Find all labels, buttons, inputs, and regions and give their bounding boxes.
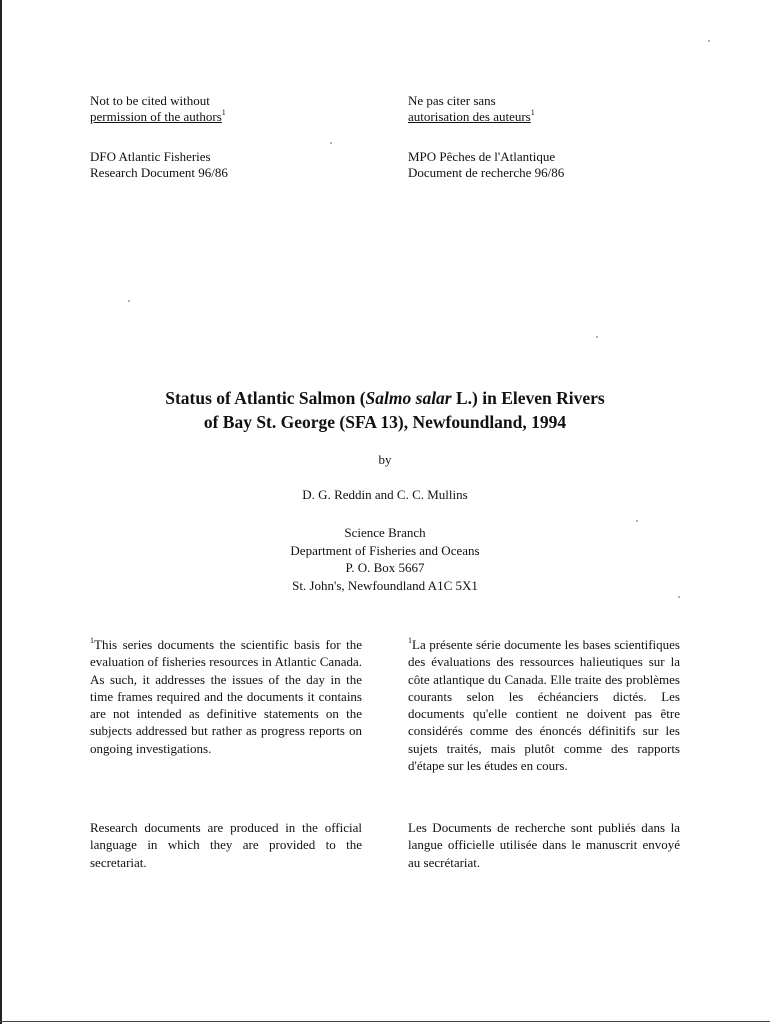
authors: D. G. Reddin and C. C. Mullins bbox=[302, 487, 468, 502]
org-fr: MPO Pêches de l'Atlantique bbox=[408, 149, 556, 164]
footnote-en-text: This series documents the scientific basis for the evaluation of fisheries resources in Atlantic Canada. As such, it addresses the issues of the day in the time frames required and the documents it contains are not intended as definitive statements on the subjects addressed but rather as progress reports on ongoing investigations. bbox=[90, 637, 362, 756]
page-bottom-edge bbox=[0, 1021, 770, 1022]
page-title bbox=[0, 386, 770, 434]
affiliation-department: Department of Fisheries and Oceans bbox=[290, 542, 480, 558]
scan-speck bbox=[596, 336, 598, 338]
citation-line1-en: Not to be cited without bbox=[90, 93, 210, 108]
scan-speck bbox=[708, 40, 710, 42]
document-id-en bbox=[90, 149, 228, 181]
footnote-marker: 1 bbox=[90, 636, 94, 645]
footnote-marker: 1 bbox=[530, 108, 535, 117]
title-line2: of Bay St. George (SFA 13), Newfoundland, 1994 bbox=[203, 412, 567, 432]
doc-number-fr: Document de recherche 96/86 bbox=[408, 165, 565, 180]
doc-number-en: Research Document 96/86 bbox=[90, 165, 228, 180]
footnote-fr-text: La présente série documente les bases scientifiques des évaluations des ressources halieutiques sur la côte atlantique du Canada. Elle traite des problèmes courants selon les échéanciers dictés. Les documents qu'elle contient ne doivent pas être considérés comme des énoncés définitifs sur les sujets traités, mais plutôt comme des rapports d'étape sur les études en cours. bbox=[408, 637, 680, 774]
by-label: by bbox=[378, 452, 392, 467]
document-id-fr bbox=[408, 149, 564, 181]
scan-speck bbox=[330, 142, 332, 144]
research-note-en: Research documents are produced in the official language in which they are provided to the secretariat. bbox=[90, 820, 362, 870]
species-name: Salmo salar bbox=[365, 388, 452, 408]
affiliation-city: St. John's, Newfoundland A1C 5X1 bbox=[292, 577, 478, 593]
scan-speck bbox=[636, 520, 638, 522]
footnote-en bbox=[90, 636, 362, 757]
citation-notice-en bbox=[90, 93, 226, 125]
scan-speck bbox=[128, 300, 130, 302]
title-line1: Status of Atlantic Salmon (Salmo salar L.) in Eleven Rivers bbox=[165, 388, 605, 408]
footnote-marker: 1 bbox=[408, 636, 412, 645]
citation-line2-en-wrap bbox=[90, 109, 226, 125]
research-note-fr: Les Documents de recherche sont publiés dans la langue officielle utilisée dans le manuscrit envoyé au secrétariat. bbox=[408, 820, 680, 870]
page-left-edge bbox=[0, 0, 2, 1024]
org-en: DFO Atlantic Fisheries bbox=[90, 149, 211, 164]
citation-line2-fr: autorisation des auteurs bbox=[408, 109, 531, 124]
citation-line2-fr-wrap bbox=[408, 109, 535, 125]
affiliation-box: P. O. Box 5667 bbox=[345, 560, 425, 575]
affiliation bbox=[0, 524, 770, 594]
scan-speck bbox=[678, 596, 680, 598]
affiliation-branch: Science Branch bbox=[344, 525, 426, 540]
footnote-marker: 1 bbox=[221, 108, 226, 117]
citation-notice-fr bbox=[408, 93, 535, 125]
citation-line1-fr: Ne pas citer sans bbox=[408, 93, 496, 108]
citation-line2-en: permission of the authors bbox=[90, 109, 222, 124]
footnote-fr bbox=[408, 636, 680, 774]
